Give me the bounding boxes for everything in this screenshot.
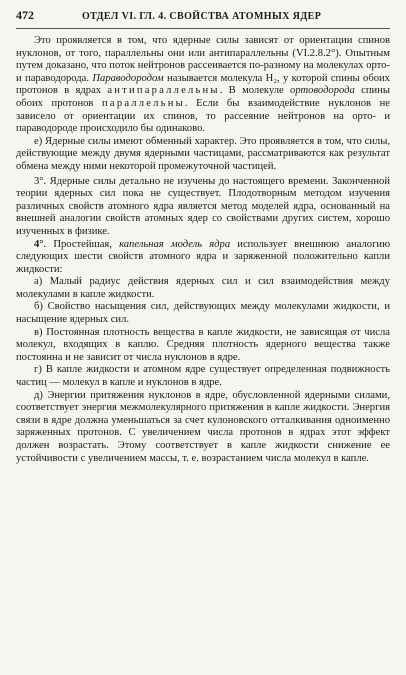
term-liquid-drop-model: капельная модель ядра: [119, 238, 231, 250]
term-ortovodorod: ортоводорода: [290, 85, 355, 97]
text-run: называется молекула H₂, у которой спины обоих протонов в ядрах: [16, 72, 390, 97]
paragraph-exchange: е) Ядерные силы имеют обменный характер. Это проявляется в том, что силы, действующие между двумя ядерными частицами, рассматриваются как результат обмена между ними некоторой промежуточной частицей.: [16, 135, 390, 172]
emphasis-antiparallel: антипараллельны: [107, 85, 220, 97]
page-body: [16, 35, 390, 465]
list-item-d: д) Энергии притяжения нуклонов в ядре, обусловленной ядерными силами, соответствует энергия межмолекулярного притяжения в капле жидкости. Энергия связи в ядре должна уменьшаться за счет кулоновского отталкивания одноименно заряженных протонов. С увеличением числа протонов в ядрах этот эффект должен возрастать. Этому соответствует в капле жидкости снижение ее устойчивости с увеличением массы, т. е. возрастанием числа молекул в капле.: [16, 389, 390, 464]
paragraph-spin-dependence: [16, 35, 390, 136]
page-header: [16, 8, 390, 29]
page-number: 472: [16, 8, 34, 22]
text-run: . Простейшая,: [43, 238, 120, 250]
list-item-a: а) Малый радиус действия ядерных сил и сил взаимодействия между молекулами в капле жидкости.: [16, 276, 390, 300]
list-item-v: в) Постоянная плотность вещества в капле жидкости, не зависящая от числа молекул, входящих в каплю. Средняя плотность ядерного вещества также постоянна и не зависит от числа нуклонов в ядре.: [16, 326, 390, 363]
text-run: . Если бы взаимодействие нуклонов не зависело от ориентации их спинов, то рассеяние нейтронов на орто- и параводороде происходило бы одинаково.: [16, 97, 390, 135]
text-run: использует внешнюю аналогию следующих шести свойств атомного ядра и заряженной положительно капли жидкости:: [16, 238, 391, 275]
text-run: Это проявляется в том, что ядерные силы зависят от ориентации спинов нуклонов, от того, параллельны они или антипараллельны (VI.2.8.2°). Опытным путем доказано, что поток нейтронов рассеивается по-разному на молекулах орто- и параводорода.: [16, 35, 390, 84]
section-number: 4°: [34, 238, 44, 250]
paragraph-section-4: [16, 239, 390, 277]
running-title: ОТДЕЛ VI. ГЛ. 4. СВОЙСТВА АТОМНЫХ ЯДЕР: [82, 11, 322, 22]
paragraph-section-3: 3°. Ядерные силы детально не изучены до настоящего времени. Законченной теории ядерных сил пока не существует. Плодотворным методом изучения различных свойств атомного ядра является метод моделей ядра, основанный на внешней аналогии свойств атомных ядер со свойствами других систем, хорошо изученных в физике.: [16, 175, 390, 237]
text-run: спины обоих протонов: [16, 85, 390, 109]
list-item-b: б) Свойство насыщения сил, действующих между молекулами жидкости, и насыщение ядерных сил.: [16, 301, 390, 326]
emphasis-parallel: параллельны: [102, 97, 185, 109]
list-item-g: г) В капле жидкости и атомном ядре существует определенная подвижность частиц — молекул в капле и нуклонов в ядре.: [16, 364, 390, 389]
text-run: . В молекуле: [219, 85, 291, 97]
term-paravodorod: Параводородом: [92, 72, 164, 84]
